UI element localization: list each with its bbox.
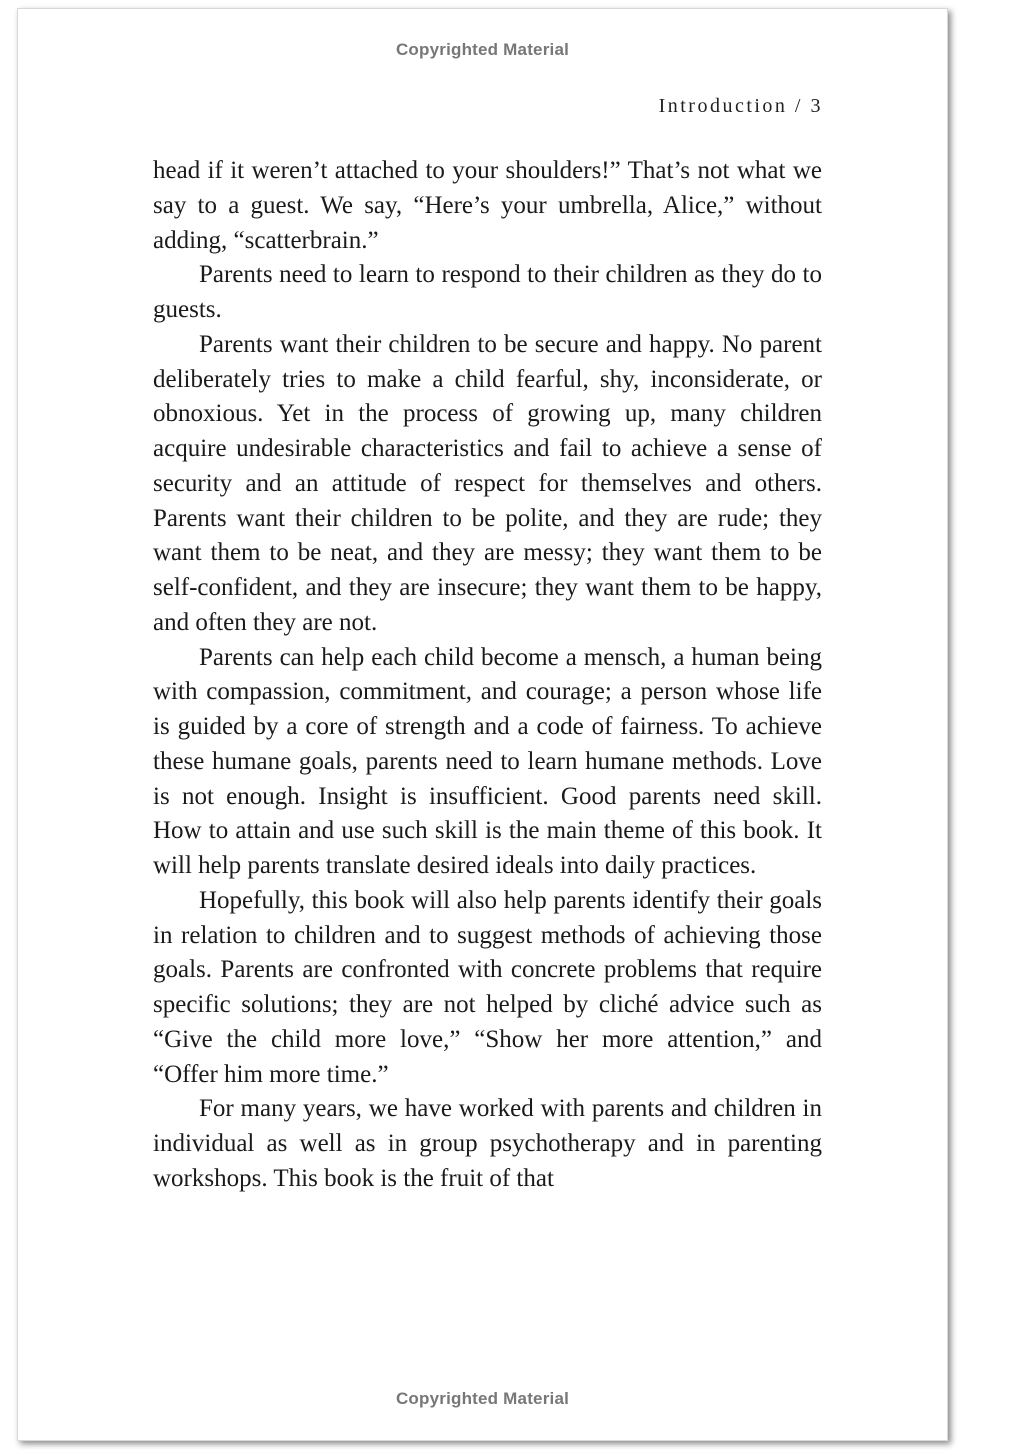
paragraph: head if it weren’t attached to your shoulders!” That’s not what we say to a guest. We say, “Here’s your umbrella, Alice,” without adding, “scatterbrain.”	[153, 157, 822, 254]
book-page	[17, 8, 948, 1441]
paragraph: Parents need to learn to respond to their children as they do to guests.	[153, 261, 822, 323]
copyright-watermark-top: Copyrighted Material	[395, 40, 570, 59]
paragraph: For many years, we have worked with parents and children in individual as well as in group psychotherapy and in parenting workshops. This book is the fruit of that	[153, 1095, 822, 1192]
copyright-watermark-bottom: Copyrighted Material	[395, 1389, 570, 1408]
paragraph: Parents want their children to be secure and happy. No parent deliberately tries to make a child fearful, shy, inconsiderate, or obnoxious. Yet in the process of growing up, many children acquire undesirable characteristics and fail to achieve a sense of security and an attitude of respect for themselves and others. Parents want their children to be polite, and they are rude; they want them to be neat, and they are messy; they want them to be self-confident, and they are insecure; they want them to be happy, and often they are not.	[153, 330, 822, 636]
running-head: Introduction / 3	[658, 95, 823, 117]
paragraph: Parents can help each child become a mensch, a human being with compassion, commitment, and courage; a person whose life is guided by a core of strength and a code of fairness. To achieve these humane goals, parents need to learn humane methods. Love is not enough. Insight is insufficient. Good parents need skill. How to attain and use such skill is the main theme of this book. It will help parents translate desired ideals into daily practices.	[153, 643, 822, 879]
paragraph: Hopefully, this book will also help parents identify their goals in relation to children and to suggest methods of achieving those goals. Parents are confronted with concrete problems that require specific solutions; they are not helped by cliché advice such as “Give the child more love,” “Show her more attention,” and “Offer him more time.”	[153, 886, 822, 1088]
body-text	[153, 154, 822, 1197]
